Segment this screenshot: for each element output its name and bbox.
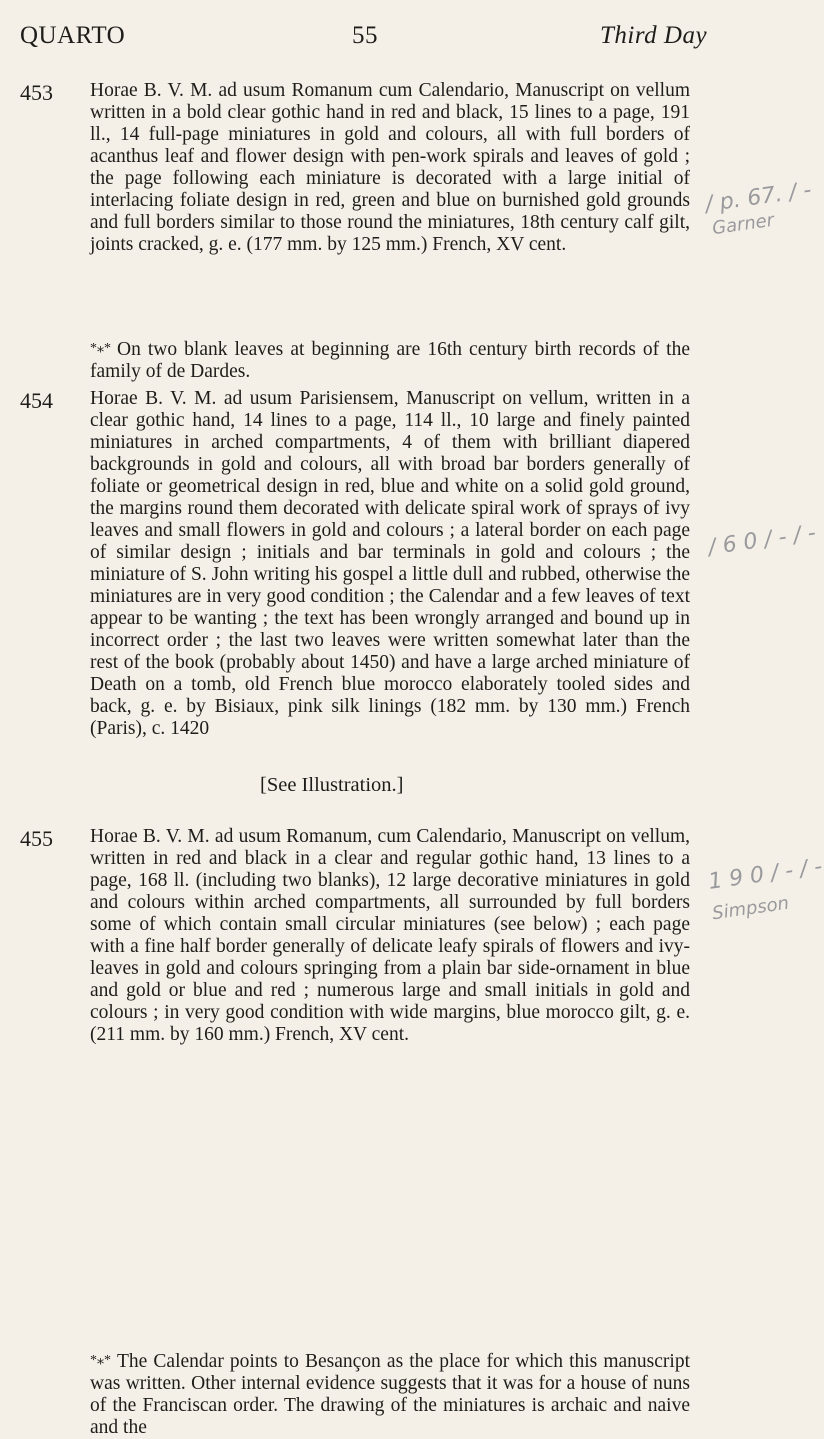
- lot-description: Horae B. V. M. ad usum Romanum cum Calendario, Manuscript on vellum written in a bold clear gothic hand in red and black, 15 lines to a page, 191 ll., 14 full-page miniatures in gold and colours, all with full borders of acanthus leaf and flower design with pen-work spirals and leaves of gold ; the page following each miniature is decorated with a large initial of interlacing foliate design in red, green and blue on burnished gold grounds and full borders similar to those round the miniatures, 18th century calf gilt, joints cracked, g. e. (177 mm. by 125 mm.) French, XV cent.: [90, 80, 690, 255]
- asterism-icon: *⁎*: [90, 1353, 111, 1368]
- lot-number: 453: [20, 80, 53, 105]
- illustration-reference: [See Illustration.]: [260, 774, 404, 796]
- lot-note-text: The Calendar points to Besançon as the place for which this manuscript was written. Other internal evidence suggests that it was for a house of nuns of the Franciscan order. The drawing of the miniatures is archaic and naive and the: [90, 1351, 690, 1438]
- lot-note: [90, 338, 690, 383]
- lot-note: [90, 1350, 690, 1439]
- lot-454: [20, 388, 720, 828]
- pencil-price-455: 1 9 0 / - / -: [706, 854, 824, 895]
- asterism-icon: *⁎*: [90, 341, 111, 356]
- page-number: 55: [352, 22, 378, 49]
- pencil-price-454: / 6 0 / - / -: [706, 520, 818, 561]
- lot-description: Horae B. V. M. ad usum Parisiensem, Manuscript on vellum, written in a clear gothic hand, 14 lines to a page, 114 ll., 10 large and finely painted miniatures in arched compartments, 4 of them with brilliant diapered backgrounds in gold and colours, all with broad bar borders generally of foliate or geometrical design in red, blue and white on a solid gold ground, the margins round them decorated with delicate spiral work of sprays of ivy leaves and small flowers in gold and colours ; a lateral border on each page of similar design ; initials and bar terminals in gold and colours ; the miniature of S. John writing his gospel a little dull and rubbed, otherwise the miniatures are in very good condition ; the Calendar and a few leaves of text appear to be wanting ; the text has been wrongly arranged and bound up in incorrect order ; the last two leaves were written somewhat later than the rest of the book (probably about 1450) and have a large arched miniature of Death on a tomb, old French blue morocco elaborately tooled sides and back, g. e. by Bisiaux, pink silk linings (182 mm. by 130 mm.) French (Paris), c. 1420: [90, 388, 690, 739]
- lot-453: [20, 80, 720, 440]
- page-header: [20, 22, 710, 56]
- lot-note-text: On two blank leaves at beginning are 16th century birth records of the family of de Dardes.: [90, 339, 690, 382]
- lot-description: Horae B. V. M. ad usum Romanum, cum Calendario, Manuscript on vellum, written in red and black in a clear and regular gothic hand, 13 lines to a page, 168 ll. (including two blanks), 12 large decorative miniatures in gold and colours within arched compartments, all surrounded by full borders some of which contain small circular miniatures (see below) ; each page with a fine half border generally of delicate leafy spirals of flowers and ivy-leaves in gold and colours springing from a plain bar side-ornament in blue and gold or blue and red ; numerous large and small initials in gold and colours ; in very good condition with wide margins, blue morocco gilt, g. e. (211 mm. by 160 mm.) French, XV cent.: [90, 826, 690, 1045]
- header-day: Third Day: [600, 22, 708, 49]
- lot-455: [20, 826, 720, 1046]
- header-format: QUARTO: [20, 22, 126, 49]
- pencil-price-453: / p. 67. / -: [703, 177, 813, 218]
- lot-number: 455: [20, 826, 53, 851]
- pencil-buyer-455: Simpson: [710, 892, 791, 925]
- pencil-buyer-453: Garner: [710, 209, 776, 240]
- lot-number: 454: [20, 388, 53, 413]
